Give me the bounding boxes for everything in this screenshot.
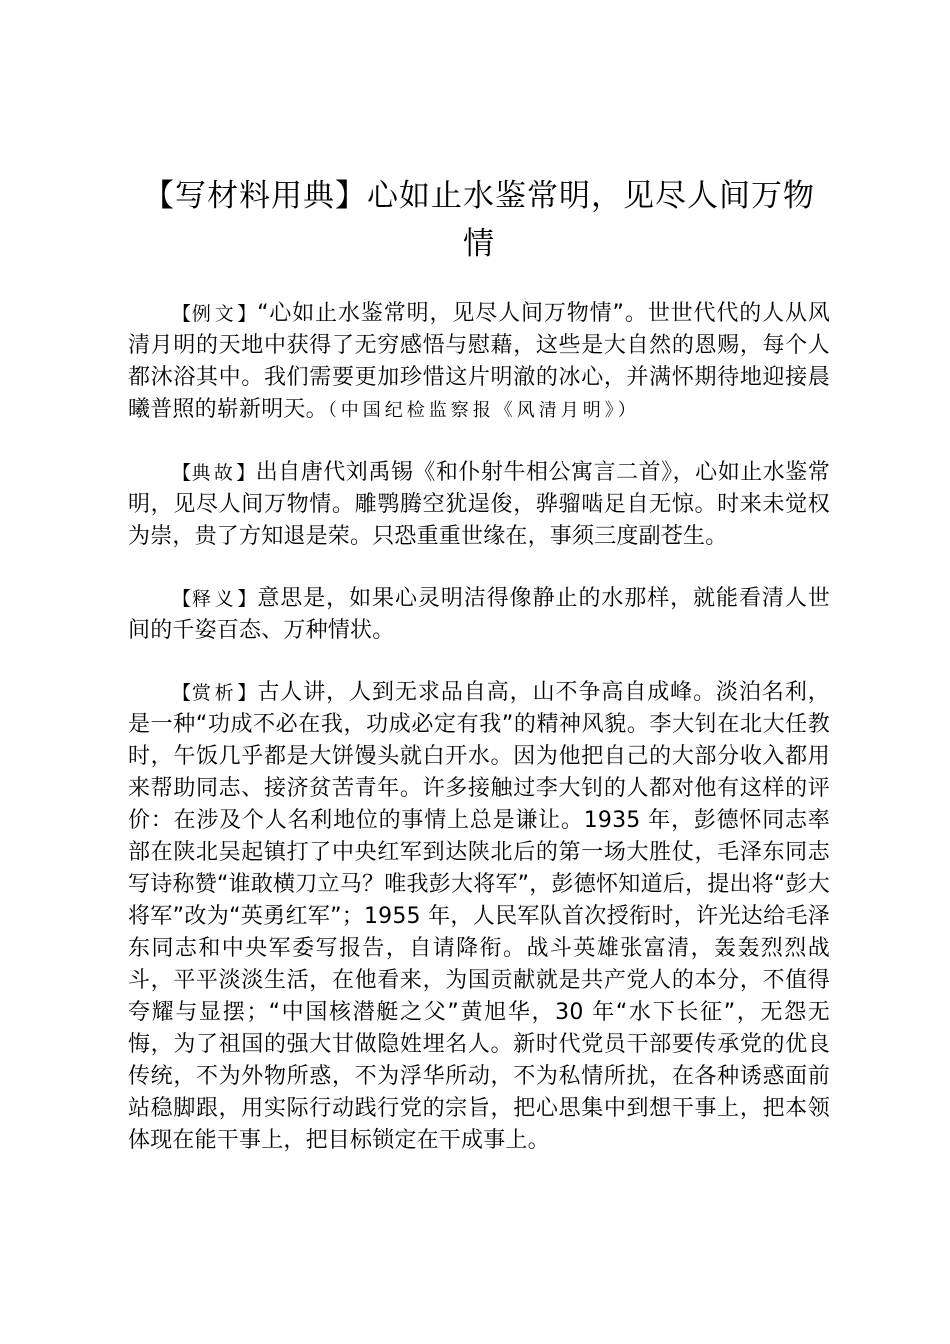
- section-source: （中国纪检监察报《风清月明》）: [327, 400, 640, 421]
- section-body: “心如止水鉴常明，见尽人间万物情”。世世代代的人从风清月明的天地中获得了无穷感悟与慰藉，这些是大自然的恩赐，每个人都沐浴其中。我们需要更加珍惜这片明澈的冰心，并满怀期待地迎接晨曦普照的崭新明天。: [128, 301, 831, 422]
- section-label: 【例文】: [172, 303, 258, 325]
- section-example: [128, 298, 830, 427]
- document-page: [128, 172, 830, 1187]
- section-label: 【典故】: [172, 462, 256, 484]
- section-appreciation: [128, 677, 830, 1157]
- section-label: 【释义】: [172, 588, 258, 610]
- section-allusion: [128, 457, 830, 553]
- section-body: 意思是，如果心灵明洁得像静止的水那样，就能看清人世间的千姿百态、万种情状。: [128, 586, 830, 643]
- section-meaning: [128, 583, 830, 647]
- section-body: 古人讲，人到无求品自高，山不争高自成峰。淡泊名利，是一种“功成不必在我，功成必定有我”的精神风貌。李大钊在北大任教时，午饭几乎都是大饼馒头就白开水。因为他把自己的大部分收入都用来帮助同志、接济贫苦青年。许多接触过李大钊的人都对他有这样的评价：在涉及个人名利地位的事情上总是谦让。1935 年，彭德怀同志率部在陕北吴起镇打了中央红军到达陕北后的第一场大胜仗，毛泽东同志写诗称赞“谁敢横刀立马？唯我彭大将军”，彭德怀知道后，提出将“彭大将军”改为“英勇红军”；1955 年，人民军队首次授衔时，许光达给毛泽东同志和中央军委写报告，自请降衔。战斗英雄张富清，轰轰烈烈战斗，平平淡淡生活，在他看来，为国贡献就是共产党人的本分，不值得夸耀与显摆；“中国核潜艇之父”黄旭华，30 年“水下长征”，无怨无悔，为了祖国的强大甘做隐姓埋名人。新时代党员干部要传承党的优良传统，不为外物所惑，不为浮华所动，不为私情所扰，在各种诱惑面前站稳脚跟，用实际行动践行党的宗旨，把心思集中到想干事上，把本领体现在能干事上，把目标锁定在干成事上。: [128, 680, 830, 1153]
- document-title: 【写材料用典】心如止水鉴常明，见尽人间万物情: [143, 178, 815, 262]
- section-label: 【赏析】: [172, 682, 258, 704]
- section-body: 出自唐代刘禹锡《和仆射牛相公寓言二首》，心如止水鉴常明，见尽人间万物情。雕鹗腾空犹逞俊，骅骝啮足自无惊。时来未觉权为崇，贵了方知退是荣。只恐重重世缘在，事须三度副苍生。: [128, 460, 831, 549]
